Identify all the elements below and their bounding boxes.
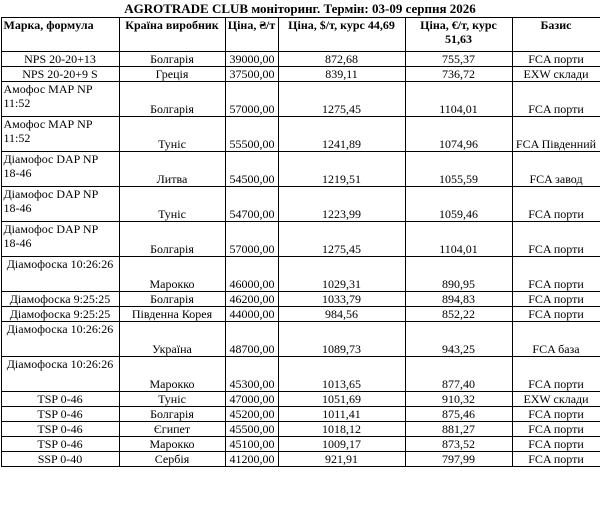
cell-price-usd: 1051,69 — [278, 392, 405, 407]
cell-brand: TSP 0-46 — [1, 422, 119, 437]
cell-price-uah: 48700,00 — [225, 322, 278, 357]
cell-price-eur: 852,22 — [405, 307, 512, 322]
cell-price-eur: 1104,01 — [405, 222, 512, 257]
table-row — [1, 407, 600, 422]
cell-basis: FCA база — [512, 322, 600, 357]
table-row — [1, 187, 600, 222]
cell-brand: Діамофоска 10:26:26 — [1, 322, 119, 357]
cell-brand: Діамофоска 9:25:25 — [1, 292, 119, 307]
cell-country: Болгарія — [119, 52, 225, 67]
cell-price-eur: 877,40 — [405, 357, 512, 392]
cell-price-usd: 1089,73 — [278, 322, 405, 357]
cell-basis: FCA порти — [512, 222, 600, 257]
cell-price-uah: 57000,00 — [225, 222, 278, 257]
cell-price-eur: 890,95 — [405, 257, 512, 292]
cell-price-uah: 44000,00 — [225, 307, 278, 322]
cell-price-usd: 1275,45 — [278, 222, 405, 257]
cell-country: Болгарія — [119, 222, 225, 257]
cell-basis: FCA порти — [512, 357, 600, 392]
cell-price-eur: 943,25 — [405, 322, 512, 357]
cell-price-uah: 54700,00 — [225, 187, 278, 222]
cell-price-uah: 55500,00 — [225, 117, 278, 152]
table-row — [1, 222, 600, 257]
table-row — [1, 357, 600, 392]
cell-basis: EXW склади — [512, 67, 600, 82]
cell-basis: FCA завод — [512, 152, 600, 187]
cell-country: Туніс — [119, 117, 225, 152]
cell-country: Болгарія — [119, 82, 225, 117]
cell-country: Сербія — [119, 452, 225, 467]
cell-price-uah: 54500,00 — [225, 152, 278, 187]
cell-price-eur: 797,99 — [405, 452, 512, 467]
cell-brand: TSP 0-46 — [1, 407, 119, 422]
cell-brand: NPS 20-20+13 — [1, 52, 119, 67]
header-brand: Марка, формула — [1, 18, 119, 52]
cell-price-usd: 1029,31 — [278, 257, 405, 292]
table-row — [1, 82, 600, 117]
table-row — [1, 452, 600, 467]
cell-price-uah: 41200,00 — [225, 452, 278, 467]
cell-price-uah: 45200,00 — [225, 407, 278, 422]
cell-country: Болгарія — [119, 292, 225, 307]
cell-brand: NPS 20-20+9 S — [1, 67, 119, 82]
cell-price-eur: 875,46 — [405, 407, 512, 422]
cell-basis: FCA порти — [512, 187, 600, 222]
cell-price-usd: 1219,51 — [278, 152, 405, 187]
cell-brand: TSP 0-46 — [1, 437, 119, 452]
cell-basis: FCA порти — [512, 452, 600, 467]
cell-price-eur: 894,83 — [405, 292, 512, 307]
cell-country: Туніс — [119, 187, 225, 222]
cell-price-usd: 1018,12 — [278, 422, 405, 437]
cell-basis: FCA порти — [512, 437, 600, 452]
cell-price-eur: 881,27 — [405, 422, 512, 437]
cell-country: Литва — [119, 152, 225, 187]
cell-price-eur: 873,52 — [405, 437, 512, 452]
cell-country: Марокко — [119, 357, 225, 392]
cell-price-eur: 736,72 — [405, 67, 512, 82]
cell-brand: Діамофос DAP NP 18-46 — [1, 152, 119, 187]
cell-price-eur: 755,37 — [405, 52, 512, 67]
cell-brand: Діамофоска 9:25:25 — [1, 307, 119, 322]
cell-price-usd: 1033,79 — [278, 292, 405, 307]
cell-country: Марокко — [119, 257, 225, 292]
cell-brand: TSP 0-46 — [1, 392, 119, 407]
cell-country: Марокко — [119, 437, 225, 452]
cell-price-uah: 45300,00 — [225, 357, 278, 392]
table-row — [1, 437, 600, 452]
table-row — [1, 52, 600, 67]
table-row — [1, 152, 600, 187]
cell-brand: Діамофоска 10:26:26 — [1, 357, 119, 392]
cell-country: Південна Корея — [119, 307, 225, 322]
header-price-eur: Ціна, €/т, курс 51,63 — [405, 18, 512, 52]
cell-country: Туніс — [119, 392, 225, 407]
cell-brand: Діамофос DAP NP 18-46 — [1, 222, 119, 257]
cell-basis: EXW склади — [512, 392, 600, 407]
cell-basis: FCA порти — [512, 82, 600, 117]
table-row — [1, 117, 600, 152]
page-title: AGROTRADE CLUB моніторинг. Термін: 03-09 серпня 2026 — [124, 1, 476, 16]
cell-country: Україна — [119, 322, 225, 357]
cell-basis: FCA порти — [512, 307, 600, 322]
cell-price-usd: 1011,41 — [278, 407, 405, 422]
cell-brand: Діамофос DAP NP 18-46 — [1, 187, 119, 222]
cell-price-usd: 921,91 — [278, 452, 405, 467]
cell-price-eur: 1074,96 — [405, 117, 512, 152]
cell-price-usd: 1275,45 — [278, 82, 405, 117]
table-row — [1, 307, 600, 322]
cell-basis: FCA Південний — [512, 117, 600, 152]
cell-price-usd: 1223,99 — [278, 187, 405, 222]
cell-price-usd: 839,11 — [278, 67, 405, 82]
cell-price-uah: 47000,00 — [225, 392, 278, 407]
cell-price-usd: 872,68 — [278, 52, 405, 67]
cell-price-uah: 39000,00 — [225, 52, 278, 67]
header-price-uah: Ціна, ₴/т — [225, 18, 278, 52]
cell-price-eur: 910,32 — [405, 392, 512, 407]
cell-price-uah: 45500,00 — [225, 422, 278, 437]
cell-price-usd: 1009,17 — [278, 437, 405, 452]
table-row — [1, 257, 600, 292]
header-row — [1, 18, 600, 52]
cell-basis: FCA порти — [512, 422, 600, 437]
cell-country: Болгарія — [119, 407, 225, 422]
header-price-usd: Ціна, $/т, курс 44,69 — [278, 18, 405, 52]
header-country: Країна виробник — [119, 18, 225, 52]
cell-country: Греція — [119, 67, 225, 82]
cell-price-uah: 37500,00 — [225, 67, 278, 82]
header-basis: Базис — [512, 18, 600, 52]
table-row — [1, 322, 600, 357]
cell-price-uah: 57000,00 — [225, 82, 278, 117]
table-row — [1, 292, 600, 307]
cell-brand: Амофос МАР NP 11:52 — [1, 82, 119, 117]
cell-country: Єгипет — [119, 422, 225, 437]
table-row — [1, 422, 600, 437]
cell-price-uah: 45100,00 — [225, 437, 278, 452]
cell-brand: Амофос МАР NP 11:52 — [1, 117, 119, 152]
cell-price-usd: 984,56 — [278, 307, 405, 322]
table-row — [1, 67, 600, 82]
table-row — [1, 392, 600, 407]
cell-basis: FCA порти — [512, 257, 600, 292]
cell-basis: FCA порти — [512, 407, 600, 422]
cell-price-uah: 46000,00 — [225, 257, 278, 292]
cell-basis: FCA порти — [512, 52, 600, 67]
cell-basis: FCA порти — [512, 292, 600, 307]
cell-price-eur: 1104,01 — [405, 82, 512, 117]
cell-brand: SSP 0-40 — [1, 452, 119, 467]
price-table — [1, 17, 600, 467]
cell-price-eur: 1059,46 — [405, 187, 512, 222]
cell-price-uah: 46200,00 — [225, 292, 278, 307]
cell-brand: Діамофоска 10:26:26 — [1, 257, 119, 292]
cell-price-usd: 1241,89 — [278, 117, 405, 152]
cell-price-eur: 1055,59 — [405, 152, 512, 187]
cell-price-usd: 1013,65 — [278, 357, 405, 392]
